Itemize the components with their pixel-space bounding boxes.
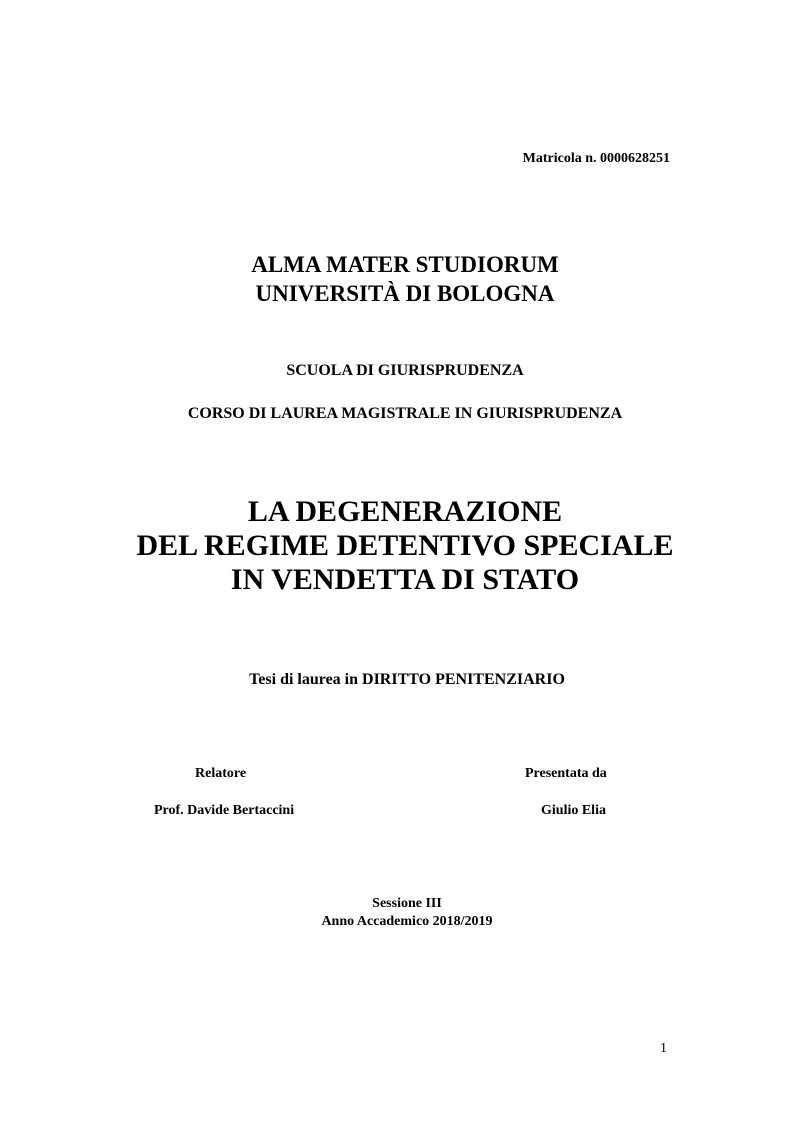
thesis-subject: Tesi di laurea in DIRITTO PENITENZIARIO bbox=[249, 671, 565, 688]
thesis-title-line-2: DEL REGIME DETENTIVO SPECIALE bbox=[136, 529, 674, 562]
school-name: SCUOLA DI GIURISPRUDENZA bbox=[286, 362, 524, 379]
course-name: CORSO DI LAUREA MAGISTRALE IN GIURISPRUDENZA bbox=[187, 405, 623, 422]
session-line: Sessione III bbox=[372, 896, 442, 911]
university-name-line-2: UNIVERSITÀ DI BOLOGNA bbox=[255, 281, 555, 306]
candidate-label: Presentata da bbox=[525, 766, 607, 781]
candidate-name: Giulio Elia bbox=[541, 803, 606, 818]
session-info bbox=[10, 895, 794, 931]
thesis-title-line-1: LA DEGENERAZIONE bbox=[247, 495, 563, 528]
student-id-number: Matricola n. 0000628251 bbox=[522, 151, 670, 166]
supervisor-label: Relatore bbox=[195, 766, 247, 781]
university-name-line-1: ALMA MATER STUDIORUM bbox=[251, 252, 559, 277]
page-number: 1 bbox=[660, 1041, 667, 1056]
academic-year-line: Anno Accademico 2018/2019 bbox=[321, 914, 493, 929]
supervisor-name: Prof. Davide Bertaccini bbox=[154, 803, 295, 818]
thesis-title-line-3: IN VENDETTA DI STATO bbox=[230, 563, 580, 596]
thesis-title bbox=[8, 495, 794, 597]
university-name bbox=[8, 250, 794, 308]
